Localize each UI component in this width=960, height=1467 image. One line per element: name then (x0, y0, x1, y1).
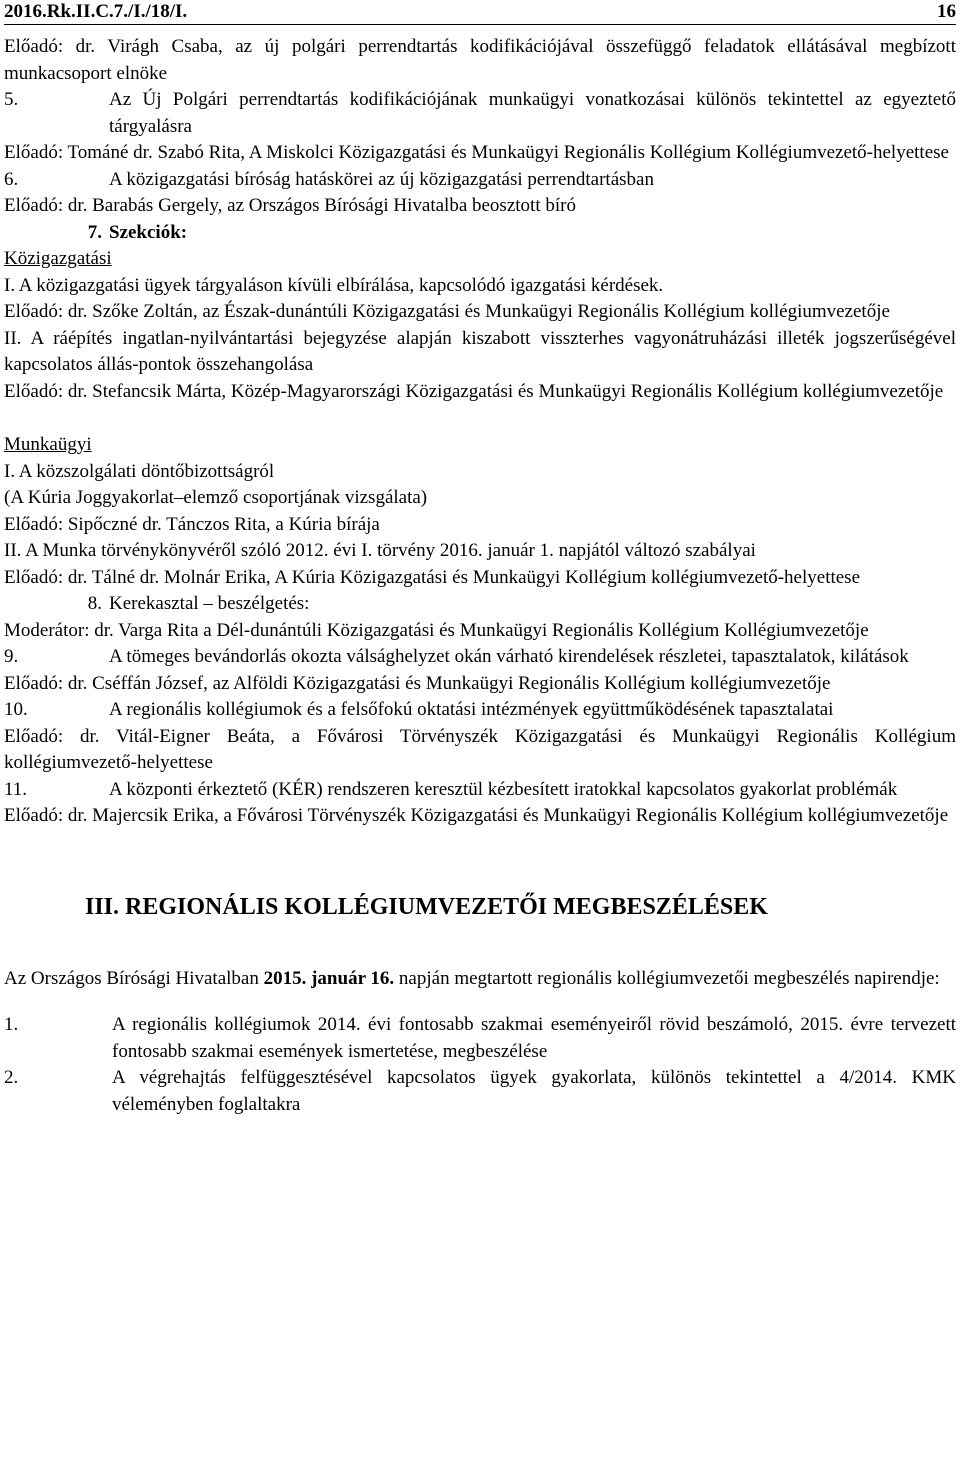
item-text: A regionális kollégiumok 2014. évi fontosabb szakmai eseményeiről rövid beszámoló, 2015. évre tervezett fontosabb szakmai események ismertetése, megbeszélése (112, 1014, 956, 1062)
item-text: A közigazgatási bíróság hatáskörei az új közigazgatási perrendtartásban (109, 168, 654, 190)
section-heading-public-admin: Közigazgatási (4, 248, 112, 269)
speaker-paragraph: Előadó: Tománé dr. Szabó Rita, A Miskolci Közigazgatási és Munkaügyi Regionális Kollégium Kollégiumvezető-helyettese (4, 142, 949, 163)
section-heading-labour: Munkaügyi (4, 434, 92, 455)
section-heading-regional: III. REGIONÁLIS KOLLÉGIUMVEZETŐI MEGBESZÉLÉSEK (85, 893, 768, 920)
speaker-paragraph: Előadó: dr. Vitál-Eigner Beáta, a Fővárosi Törvényszék Közigazgatási és Munkaügyi Regionális Kollégium kollégiumvezető-helyettese (4, 725, 956, 773)
meeting-agenda-item-2 (4, 1065, 956, 1118)
page-number: 16 (937, 1, 956, 22)
case-number: 2016.Rk.II.C.7./I./18/I. (4, 1, 188, 22)
item-text: A tömeges bevándorlás okozta válsághelyzet okán várható kirendelések részletei, tapasztalatok, kilátások (109, 646, 909, 667)
topic-paragraph: II. A ráépítés ingatlan-nyilvántartási bejegyzése alapján kiszabott visszterhes vagyonátruházási illeték jogszerűségével kapcsolatos állás-pontok összehangolása (4, 327, 956, 375)
item-text: A végrehajtás felfüggesztésével kapcsolatos ügyek gyakorlata, különös tekintettel a 4/2014. KMK véleményben foglaltakra (112, 1067, 956, 1115)
document-body (4, 34, 956, 1118)
page-header (4, 0, 956, 25)
speaker-paragraph: Előadó: dr. Szőke Zoltán, az Észak-dunántúli Közigazgatási és Munkaügyi Regionális Kollégium kollégiumvezetője (4, 301, 890, 322)
agenda-item-11 (4, 777, 956, 804)
item-number: 9. (4, 646, 19, 667)
item-text: A regionális kollégiumok és a felsőfokú oktatási intézmények együttműködésének tapasztalatai (109, 699, 834, 720)
item-text: A központi érkeztető (KÉR) rendszeren keresztül kézbesített iratokkal kapcsolatos gyakorlat problémák (109, 778, 898, 800)
moderator-paragraph: Moderátor: dr. Varga Rita a Dél-dunántúli Közigazgatási és Munkaügyi Regionális Kollégium Kollégiumvezetője (4, 619, 869, 641)
agenda-item-7 (4, 220, 956, 247)
item-text: Az Új Polgári perrendtartás kodifikációjának munkaügyi vonatkozásai különös tekintettel az egyeztető tárgyalásra (109, 89, 956, 137)
topic-paragraph: II. A Munka törvénykönyvéről szóló 2012. évi I. törvény 2016. január 1. napjától változó szabályai (4, 540, 756, 561)
speaker-paragraph: Előadó: dr. Barabás Gergely, az Országos Bírósági Hivatalba beosztott bíró (4, 195, 576, 216)
speaker-paragraph: Előadó: dr. Virágh Csaba, az új polgári perrendtartás kodifikációjával összefüggő feladatok ellátásával megbízott munkacsoport elnöke (4, 36, 956, 84)
meeting-date: 2015. január 16. (263, 967, 395, 989)
meeting-agenda-item-1 (4, 1012, 956, 1065)
topic-subtitle: (A Kúria Joggyakorlat–elemző csoportjának vizsgálata) (4, 487, 428, 508)
item-number: 5. (4, 89, 19, 110)
topic-paragraph: I. A közigazgatási ügyek tárgyaláson kívüli elbírálása, kapcsolódó igazgatási kérdések. (4, 274, 664, 296)
speaker-paragraph: Előadó: dr. Cséffán József, az Alföldi Közigazgatási és Munkaügyi Regionális Kollégium kollégiumvezetője (4, 672, 831, 694)
topic-paragraph: I. A közszolgálati döntőbizottságról (4, 460, 275, 482)
agenda-item-6 (4, 167, 956, 194)
speaker-paragraph: Előadó: dr. Stefancsik Márta, Közép-Magyarországi Közigazgatási és Munkaügyi Regionális Kollégium kollégiumvezetője (4, 380, 944, 402)
item-number: 10. (4, 699, 28, 720)
item-number: 7. (87, 221, 102, 243)
item-number: 1. (4, 1014, 19, 1035)
speaker-paragraph: Előadó: Sipőczné dr. Tánczos Rita, a Kúria bírája (4, 513, 380, 535)
agenda-item-9 (4, 644, 956, 671)
item-text: Kerekasztal – beszélgetés: (109, 593, 310, 614)
speaker-paragraph: Előadó: dr. Majercsik Erika, a Fővárosi Törvényszék Közigazgatási és Munkaügyi Regionális Kollégium kollégiumvezetője (4, 805, 949, 826)
agenda-item-8 (4, 591, 956, 618)
agenda-item-10 (4, 697, 956, 724)
item-text: Szekciók: (109, 221, 188, 243)
item-number: 2. (4, 1067, 19, 1088)
agenda-item-5 (4, 87, 956, 140)
speaker-paragraph: Előadó: dr. Tálné dr. Molnár Erika, A Kúria Közigazgatási és Munkaügyi Kollégium kollégiumvezető-helyettese (4, 566, 861, 588)
item-number: 6. (4, 168, 19, 190)
intro-paragraph: Az Országos Bírósági Hivatalban 2015. január 16. napján megtartott regionális kollégiumvezetői megbeszélés napirendje: (4, 967, 940, 989)
item-number: 11. (4, 778, 28, 800)
item-number: 8. (87, 593, 102, 614)
